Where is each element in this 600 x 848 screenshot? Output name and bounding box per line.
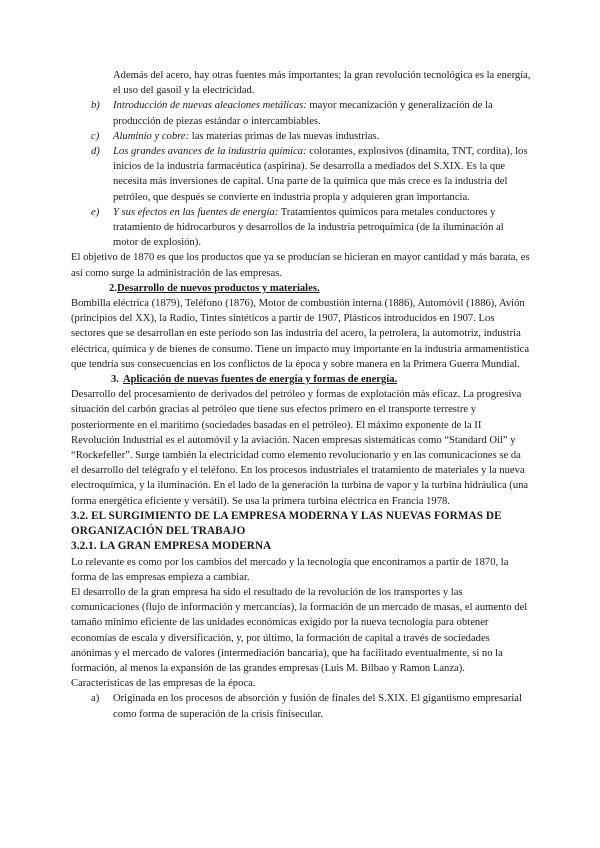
- list-item-title: Aluminio y cobre:: [113, 130, 190, 142]
- list-item-title: Introducción de nuevas aleaciones metálicas:: [113, 100, 307, 112]
- list-item-text: colorantes, explosivos (dinamita, TNT, cordita), los inicios de la industria farmacéutica (aspirina). Se desarrolla a mediados del S.XIX. Es la que necesita más inversiones de capital. Una parte de la química que más crece es la industria del petróleo, que después se convierte en industria propia y adquieren gran importancia.: [113, 146, 528, 203]
- list-item-title: Y sus efectos en las fuentes de energía:: [113, 206, 279, 218]
- paragraph-desarrollo: El desarrollo de la gran empresa ha sido el resultado de la revolución de los transportes y las comunicaciones (flujo de información y mercancías), la formación de un mercado de masas, el aumento del tamaño mínimo eficiente de las unidades económicas exigido por la nueva tecnología para obtener economías de escala y diversificación, y, por último, la formación de capital a través de sociedades anónimas y el mercado de valores (intermediación bancaria), que ha facilitado eventualmente, si no la formación, al menos la expansión de las grandes empresas (Luis M. Bilbao y Ramon Lanza).: [71, 586, 528, 674]
- list-item-title: Los grandes avances de la industria química:: [113, 146, 307, 158]
- list-marker: b): [91, 100, 100, 112]
- list-item: [71, 144, 531, 205]
- section-2-number: 2.: [109, 282, 117, 294]
- list-item: [71, 205, 531, 251]
- intro-continuation: Además del acero, hay otras fuentes más importantes; la gran revolución tecnológica es la energía, el uso del gasoil y la electricidad.: [113, 70, 531, 97]
- objective-paragraph: El objetivo de 1870 es que los productos que ya se producían se hicieran en mayor cantidad y más barata, es así como surge la administración de las empresas.: [71, 252, 530, 279]
- list-marker: e): [91, 206, 100, 218]
- list-items-b-e: [71, 98, 531, 250]
- section-3-title: Aplicación de nuevas fuentes de energía y formas de energía.: [122, 374, 398, 386]
- list-item-text: Originada en los procesos de absorción y fusión de finales del S.XIX. El gigantismo empresarial como forma de superación de la crisis finisecular.: [113, 693, 522, 720]
- list-item-text: Tratamientos químicos para metales conductores y tratamiento de hidrocarburos y desarrollos de la industria petroquímica (de la iluminación al motor de explosión).: [113, 206, 504, 249]
- section-2-title: Desarrollo de nuevos productos y materiales.: [116, 282, 320, 294]
- list-item-a: [71, 691, 531, 721]
- list-item: [71, 129, 531, 144]
- list-marker: c): [91, 130, 100, 142]
- paragraph-relevante: Lo relevante es como por los cambios del mercado y la tecnología que encontramos a partir de 1870, la forma de las empresas empieza a cambiar.: [71, 556, 509, 583]
- section-3-heading: [71, 372, 531, 387]
- list-marker: a): [91, 693, 100, 705]
- section-3-number: 3.: [111, 374, 119, 386]
- heading-3-2-1: 3.2.1. LA GRAN EMPRESA MODERNA: [71, 540, 272, 553]
- list-marker: d): [91, 146, 100, 158]
- heading-3-2: 3.2. EL SURGIMIENTO DE LA EMPRESA MODERNA Y LAS NUEVAS FORMAS DE ORGANIZACIÓN DEL TRABAJO: [71, 509, 502, 538]
- document-page: [71, 68, 531, 722]
- section-3-body: Desarrollo del procesamiento de derivados del petróleo y formas de explotación más eficaz. La progresiva situación del carbón gracias al petróleo que tiene sus efectos primero en el transporte terrestre y posteriormente en el marítimo (sociedades basadas en el petróleo). El máximo exponente de la II Revolución Industrial es el automóvil y la aviación. Nacen empresas sistemáticas como “Standard Oil” y “Rockefeller”. Surge también la electricidad como elemento revolucionario y en las comunicaciones se da el desarrollo del telégrafo y el teléfono. En los procesos industriales el tratamiento de materiales y la nueva electroquímica, y la iluminación. En el lado de la generación la turbina de vapor y la turbina hidráulica (una forma energética eficiente y versátil). Se usa la primera turbina eléctrica en Francia 1978.: [71, 389, 529, 507]
- list-item-text: las materias primas de las nuevas industrias.: [189, 130, 380, 142]
- section-2-body: Bombilla eléctrica (1879), Teléfono (1876), Motor de combustión interna (1886), Automóvil (1886), Avión (principios del XX), la Radio, Tintes sintéticos a partir de 1907, Plásticos introducidos en 1907. Los sectores que se desarrollan en este período son las industria del acero, la petrolera, la automotriz, industria eléctrica, química y de bienes de consumo. Tiene un impacto muy importante en la industria armamentística que tendría sus consecuencias en los conflictos de la época y sobre manera en la Primera Guerra Mundial.: [71, 298, 530, 370]
- list-item-text: mayor mecanización y generalización de la producción de piezas estándar o intercambiables.: [113, 100, 493, 127]
- list-item: [71, 98, 531, 128]
- section-2-heading: [71, 281, 531, 296]
- caracteristicas-label: Características de las empresas de la época.: [71, 678, 256, 690]
